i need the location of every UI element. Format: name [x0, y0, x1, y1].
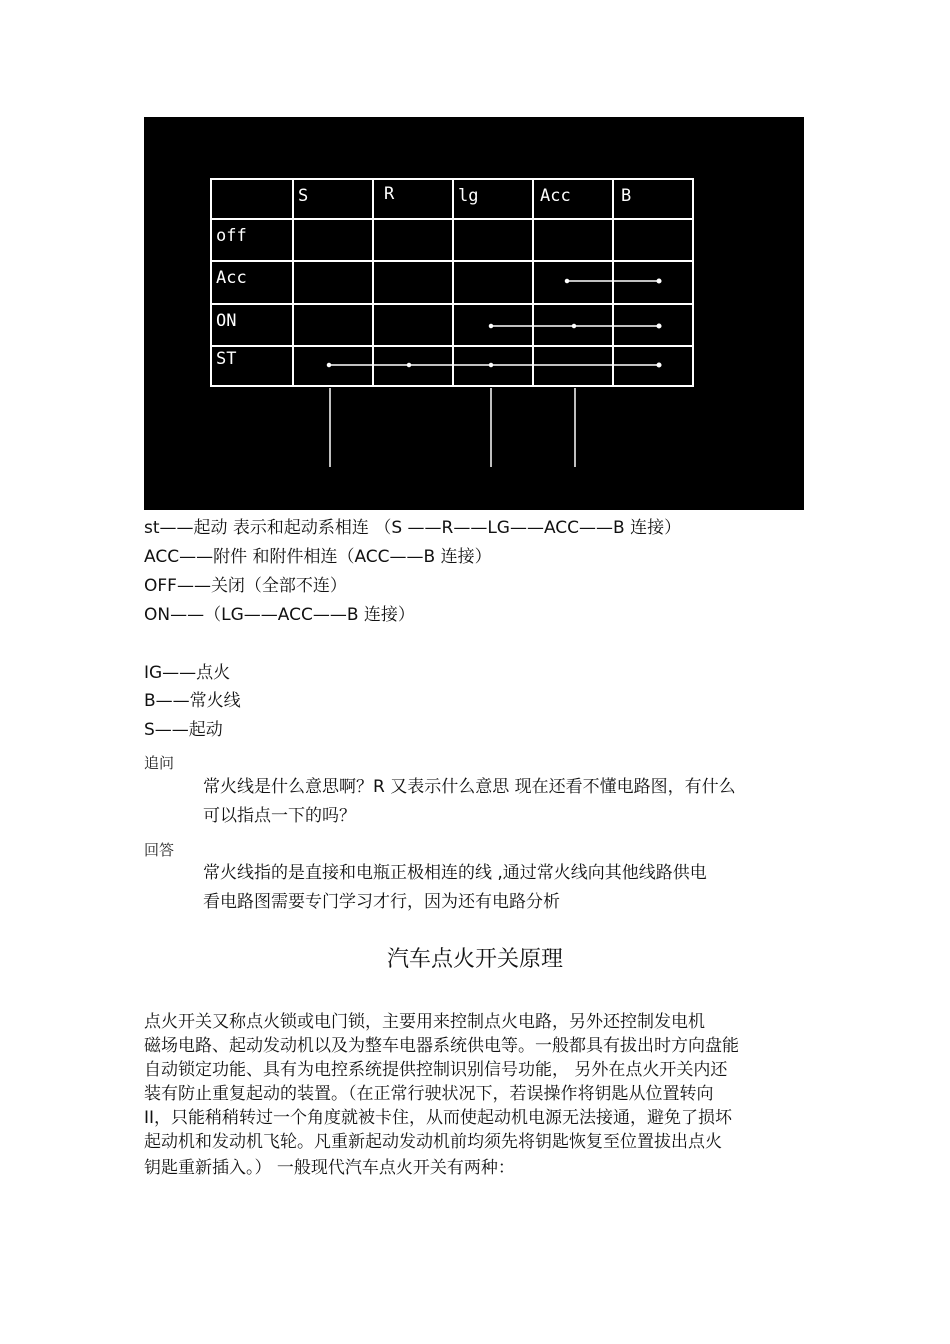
- row-header-off: off: [216, 226, 247, 246]
- answer-line: 看电路图需要专门学习才行，因为还有电路分析: [203, 892, 560, 912]
- article-line: 自动锁定功能、具有为电控系统提供控制识别信号功能， 另外在点火开关内还: [144, 1060, 728, 1080]
- legend-st: st——起动 表示和起动系相连 （S ——R——LG——ACC——B 连接）: [144, 518, 682, 538]
- col-header-r: R: [384, 184, 395, 204]
- question-line: 常火线是什么意思啊？R 又表示什么意思 现在还看不懂电路图，有什么: [203, 777, 736, 797]
- legend-off: OFF——关闭（全部不连）: [144, 576, 347, 596]
- article-line: 点火开关又称点火锁或电门锁，主要用来控制点火电路，另外还控制发电机: [144, 1012, 705, 1032]
- col-header-acc: Acc: [540, 186, 571, 206]
- answer-line: 常火线指的是直接和电瓶正极相连的线 ,通过常火线向其他线路供电: [203, 863, 707, 883]
- legend-b: B——常火线: [144, 691, 241, 711]
- article-line: 磁场电路、起动发动机以及为整车电器系统供电等。一般都具有拔出时方向盘能: [144, 1036, 739, 1056]
- article-line: II，只能稍稍转过一个角度就被卡住，从而使起动机电源无法接通，避免了损坏: [144, 1108, 733, 1128]
- legend-ig: IG——点火: [144, 663, 231, 683]
- ignition-switch-diagram: [144, 117, 804, 510]
- connection-dot: [566, 280, 569, 283]
- legend-on: ON——（LG——ACC——B 连接）: [144, 605, 415, 625]
- connection-dot: [490, 364, 493, 367]
- article-title: 汽车点火开关原理: [386, 947, 563, 972]
- row-header-st: ST: [216, 349, 237, 369]
- legend-s: S——起动: [144, 720, 223, 740]
- connection-dot: [657, 279, 661, 283]
- connection-dot: [657, 363, 661, 367]
- article-line: 装有防止重复起动的装置。（在正常行驶状况下，若误操作将钥匙从位置转向: [144, 1084, 714, 1104]
- connection-dot: [490, 325, 493, 328]
- connection-dot: [328, 364, 331, 367]
- col-header-ig: lg: [458, 186, 479, 206]
- col-header-b: B: [621, 186, 632, 206]
- row-header-on: ON: [216, 311, 237, 331]
- col-header-s: S: [298, 186, 309, 206]
- question-label: 追问: [144, 754, 175, 772]
- question-line: 可以指点一下的吗？: [203, 806, 356, 826]
- legend-acc: ACC——附件 和附件相连（ACC——B 连接）: [144, 547, 492, 567]
- connection-dot: [657, 324, 661, 328]
- connection-dot: [573, 325, 576, 328]
- row-header-acc: Acc: [216, 268, 247, 288]
- switch-table-svg: [144, 117, 804, 510]
- connection-dot: [408, 364, 411, 367]
- article-line: 起动机和发动机飞轮。凡重新起动发动机前均须先将钥匙恢复至位置拔出点火: [144, 1132, 722, 1152]
- article-line: 钥匙重新插入。） 一般现代汽车点火开关有两种：: [144, 1158, 515, 1178]
- answer-label: 回答: [144, 841, 175, 859]
